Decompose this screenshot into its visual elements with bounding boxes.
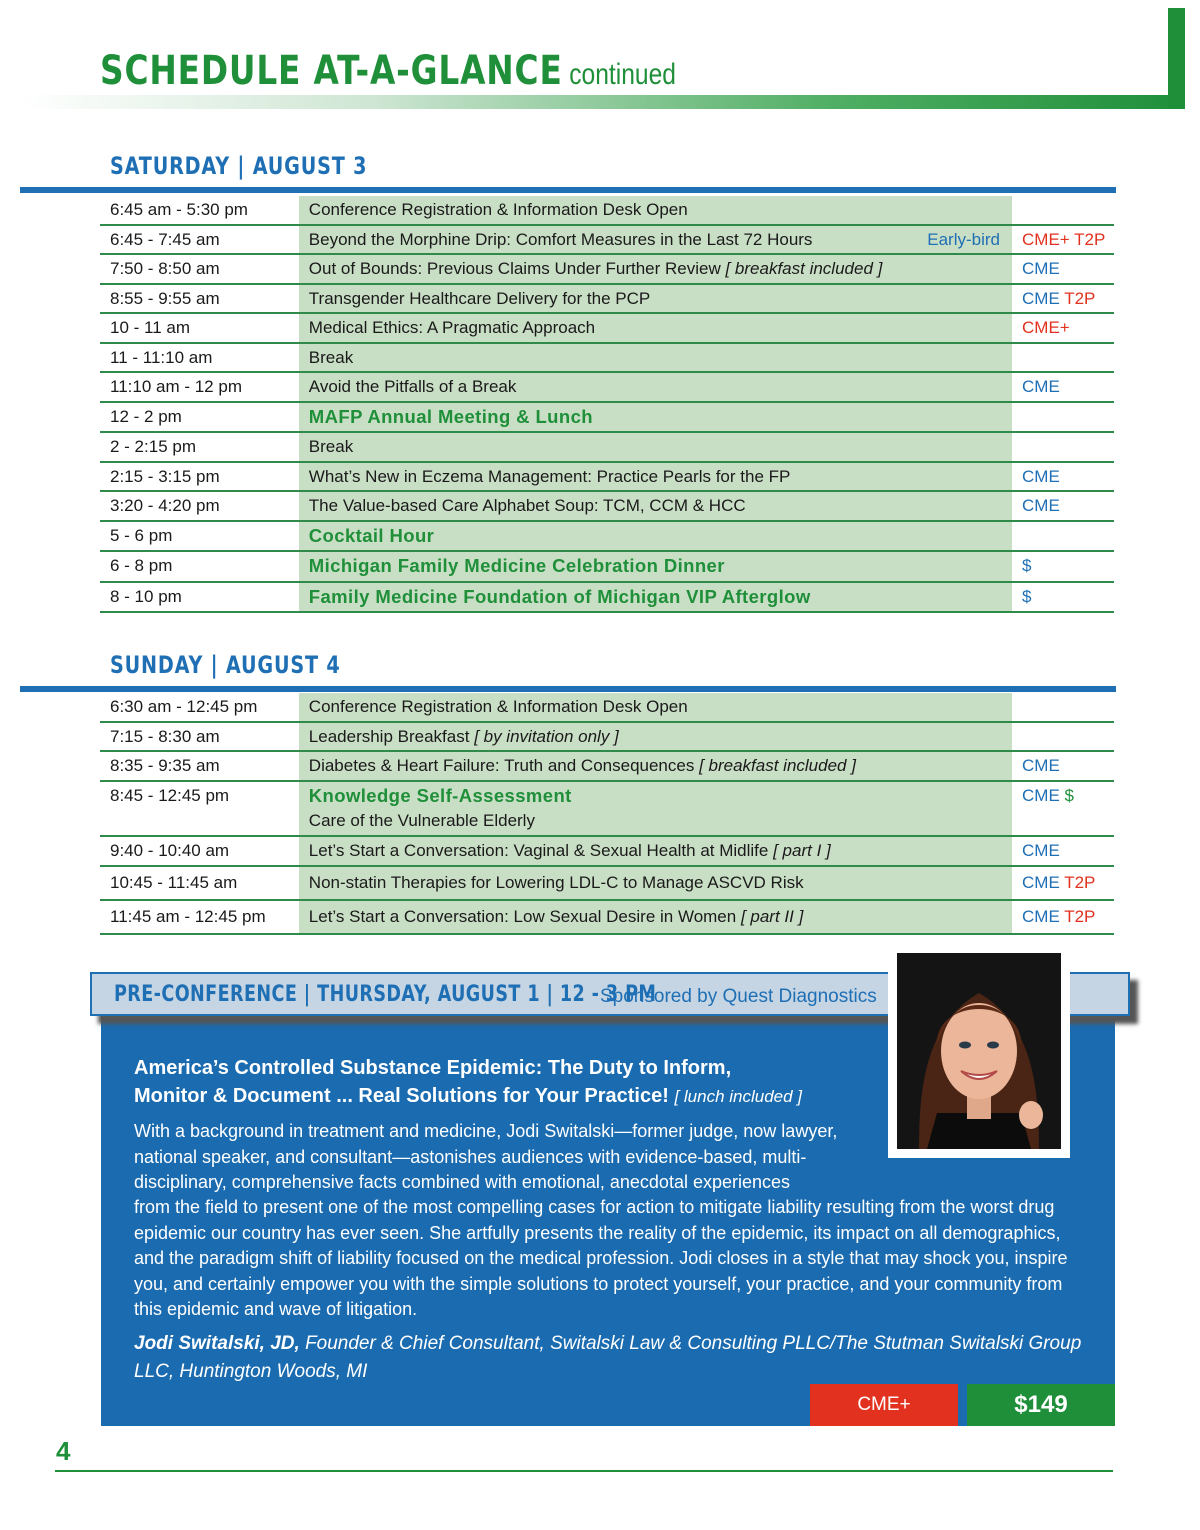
preconference-headline [134,1054,894,1111]
session-title: Non-statin Therapies for Lowering LDL-C to Manage ASCVD Risk [308,872,804,892]
t2p-tag: T2P [1064,906,1096,926]
row-time: 7:50 - 8:50 am [100,254,299,284]
saturday-title: SATURDAY | AUGUST 3 [110,152,368,180]
row-time: 11:10 am - 12 pm [100,372,299,402]
t2p-tag: T2P [1064,872,1096,892]
row-time: 2 - 2:15 pm [100,432,299,462]
saturday-rule [20,187,1116,193]
table-row [100,432,1114,462]
row-credit [1012,254,1114,284]
row-time: 10:45 - 11:45 am [100,866,299,900]
sunday-schedule-table [100,693,1114,935]
row-credit [1012,693,1114,722]
row-credit [1012,722,1114,752]
row-credit [1012,225,1114,255]
preconference-sponsor: Sponsored by Quest Diagnostics [600,986,877,1007]
session-title-highlight: Cocktail Hour [308,524,435,546]
table-row [100,521,1114,552]
row-title [299,432,1012,462]
row-time: 10 - 11 am [100,313,299,343]
row-title [299,521,1012,552]
row-credit [1012,781,1114,837]
row-time: 7:15 - 8:30 am [100,722,299,752]
row-time: 6:45 - 7:45 am [100,225,299,255]
session-title: Avoid the Pitfalls of a Break [308,377,517,396]
cme-tag: CME [1022,259,1060,278]
row-time: 12 - 2 pm [100,402,299,433]
session-title: Let’s Start a Conversation: Low Sexual Desire in Women [308,906,737,926]
row-credit [1012,751,1114,781]
row-title [299,402,1012,433]
speaker-portrait-icon [897,953,1061,1149]
session-title: Let’s Start a Conversation: Vaginal & Sexual Health at Midlife [308,841,769,860]
fee-tag: $ [1022,586,1032,606]
session-title: Break [308,347,354,367]
early-bird-tag: Early-bird [927,229,1000,249]
row-credit [1012,900,1114,934]
session-title: What’s New in Eczema Management: Practice Pearls for the FP [308,466,791,486]
fee-tag: $ [1022,556,1032,575]
table-row [100,781,1114,837]
row-time: 8 - 10 pm [100,582,299,613]
preconference-description-1: With a background in treatment and medicine, Jodi Switalski—former judge, now lawyer, national speaker, and consultant—astonishes audiences with evidence-based, multi-disciplinary, comprehensive facts combined with emotional, anecdotal experiences [134,1121,838,1192]
session-title: Beyond the Morphine Drip: Comfort Measures in the Last 72 Hours [308,229,813,249]
row-credit [1012,866,1114,900]
session-note: [ part II ] [740,906,804,926]
table-row [100,751,1114,781]
row-credit [1012,521,1114,552]
row-time: 9:40 - 10:40 am [100,836,299,866]
session-title-highlight: Knowledge Self-Assessment [308,784,572,806]
table-row [100,491,1114,521]
row-title [299,551,1012,582]
table-row [100,722,1114,752]
row-title [299,836,1012,866]
row-time: 5 - 6 pm [100,521,299,552]
table-row [100,900,1114,934]
table-row [100,582,1114,613]
row-title [299,225,1012,255]
row-credit [1012,313,1114,343]
table-row [100,196,1114,225]
session-title: The Value-based Care Alphabet Soup: TCM, CCM & HCC [308,496,746,515]
row-credit [1012,196,1114,225]
price-badge: $149 [967,1384,1115,1426]
session-title: Break [308,437,354,456]
row-time: 6 - 8 pm [100,551,299,582]
cme-tag: CME [1022,756,1060,775]
session-title: Transgender Healthcare Delivery for the PCP [308,288,651,308]
session-title: Conference Registration & Information Desk Open [308,200,688,219]
session-title-highlight: Family Medicine Foundation of Michigan VIP Afterglow [308,585,811,607]
row-time: 2:15 - 3:15 pm [100,462,299,492]
cme-tag: CME [1022,466,1060,486]
table-row [100,372,1114,402]
speaker-name: Jodi Switalski, JD, [134,1333,300,1354]
row-title [299,284,1012,314]
t2p-tag: T2P [1074,229,1106,249]
session-title-highlight: Michigan Family Medicine Celebration Dinner [308,555,725,576]
footer-rule [55,1470,1113,1472]
cme-tag: CME [1022,841,1060,860]
row-time: 3:20 - 4:20 pm [100,491,299,521]
row-credit [1012,402,1114,433]
speaker-role: Founder & Chief Consultant, Switalski Law & Consulting PLLC/The Stutman Switalski Group LLC, Huntington Woods, MI [134,1333,1082,1382]
row-title [299,254,1012,284]
session-title: Conference Registration & Information Desk Open [308,697,688,716]
cme-tag: CME [1022,785,1060,805]
table-row [100,866,1114,900]
session-subtitle: Care of the Vulnerable Elderly [308,811,535,830]
sunday-rule [20,686,1116,692]
table-row [100,225,1114,255]
session-title: Medical Ethics: A Pragmatic Approach [308,318,596,337]
row-time: 11 - 11:10 am [100,343,299,373]
row-title [299,196,1012,225]
row-title [299,693,1012,722]
cme-plus-tag: CME+ [1022,318,1070,337]
speaker-photo [888,944,1070,1158]
table-row [100,254,1114,284]
row-title [299,372,1012,402]
table-row [100,551,1114,582]
session-title: Leadership Breakfast [308,726,470,746]
row-credit [1012,491,1114,521]
row-time: 6:45 am - 5:30 pm [100,196,299,225]
table-row [100,313,1114,343]
sunday-title: SUNDAY | AUGUST 4 [110,651,341,679]
row-credit [1012,836,1114,866]
table-row [100,462,1114,492]
preconference-title: PRE-CONFERENCE | THURSDAY, AUGUST 1 | 12 - 3 PM [114,982,657,1007]
session-title-highlight: MAFP Annual Meeting & Lunch [308,405,593,427]
row-credit [1012,462,1114,492]
row-title [299,343,1012,373]
session-title: Out of Bounds: Previous Claims Under Further Review [308,259,721,278]
t2p-tag: T2P [1064,288,1096,308]
row-credit [1012,432,1114,462]
table-row [100,836,1114,866]
row-title [299,722,1012,752]
cme-plus-tag: CME+ [1022,229,1070,249]
page-title-continued: continued [569,58,676,91]
session-note: [ breakfast included ] [699,756,856,775]
headline-line-2: Monitor & Document ... Real Solutions for Your Practice! [134,1085,669,1107]
session-note: [ breakfast included ] [725,259,883,278]
header-corner-accent [1168,8,1185,109]
cme-tag: CME [1022,377,1060,396]
row-credit [1012,551,1114,582]
saturday-schedule-table [100,196,1114,613]
fee-tag: $ [1064,785,1074,805]
row-title [299,751,1012,781]
row-time: 6:30 am - 12:45 pm [100,693,299,722]
row-credit [1012,582,1114,613]
row-time: 8:45 - 12:45 pm [100,781,299,837]
row-title [299,866,1012,900]
row-time: 8:35 - 9:35 am [100,751,299,781]
cme-plus-badge: CME+ [810,1384,958,1426]
table-row [100,284,1114,314]
cme-tag: CME [1022,288,1060,308]
row-title [299,900,1012,934]
row-time: 8:55 - 9:55 am [100,284,299,314]
row-title [299,313,1012,343]
cme-tag: CME [1022,496,1060,515]
table-row [100,402,1114,433]
cme-tag: CME [1022,906,1060,926]
row-credit [1012,343,1114,373]
page-title-text: SCHEDULE AT-A-GLANCE [100,48,563,94]
cme-tag: CME [1022,872,1060,892]
table-row [100,343,1114,373]
speaker-credit [134,1330,1094,1386]
row-time: 11:45 am - 12:45 pm [100,900,299,934]
row-title [299,582,1012,613]
row-title [299,462,1012,492]
session-note: [ by invitation only ] [474,726,619,746]
preconference-description-2: from the field to present one of the most compelling cases for action to mitigate liability resulting from the worst drug epidemic our country has ever seen. She artfully presents the reality of the epidemic, its impact on all demographics, and the paradigm shift of liability focused on the medical profession. Jodi closes in a style that may shock you, inspire you, and certainly empower you with the simple solutions to protect yourself, your practice, and your community from this epidemic and wave of litigation. [134,1197,1068,1319]
row-title [299,781,1012,837]
row-credit [1012,284,1114,314]
row-credit [1012,372,1114,402]
table-row [100,693,1114,722]
header-gradient-bar [20,95,1185,109]
session-title: Diabetes & Heart Failure: Truth and Consequences [308,756,695,775]
session-note: [ part I ] [773,841,831,860]
lunch-note: [ lunch included ] [674,1087,803,1106]
page-number: 4 [56,1436,71,1466]
row-title [299,491,1012,521]
page-title [100,48,676,94]
headline-line-1: America’s Controlled Substance Epidemic: The Duty to Inform, [134,1057,732,1079]
